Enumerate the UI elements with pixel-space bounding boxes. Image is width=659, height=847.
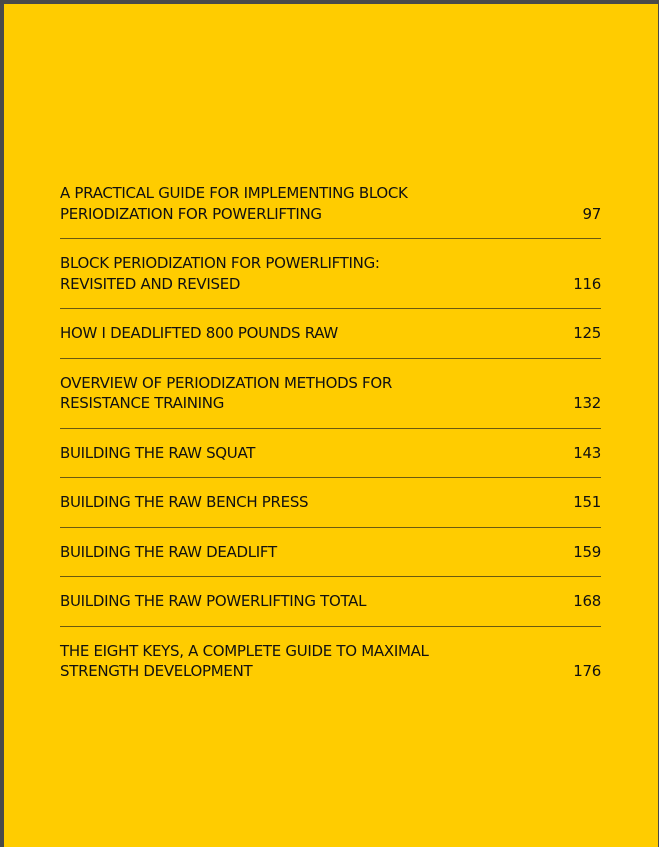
toc-entry[interactable] [60, 182, 601, 239]
toc-entry-page: 132 [573, 394, 601, 412]
toc-entry-page: 125 [573, 324, 601, 342]
toc-entry[interactable] [60, 372, 601, 429]
toc-entry[interactable] [60, 491, 601, 528]
toc-entry-title: OVERVIEW OF PERIODIZATION METHODS FOR RESISTANCE TRAINING [60, 373, 393, 412]
toc-entry-title: BLOCK PERIODIZATION FOR POWERLIFTING: REVISITED AND REVISED [60, 254, 380, 293]
toc-entry-page: 143 [573, 443, 601, 462]
toc-entry[interactable] [60, 442, 601, 479]
toc-entry-page: 168 [573, 592, 601, 610]
table-of-contents [60, 182, 601, 709]
toc-entry-page: 97 [582, 204, 601, 223]
toc-entry[interactable] [60, 590, 601, 627]
toc-entry-title: BUILDING THE RAW DEADLIFT [60, 542, 277, 561]
toc-entry-page: 151 [573, 493, 601, 511]
toc-entry-title: HOW I DEADLIFTED 800 POUNDS RAW [60, 324, 338, 342]
toc-entry-page: 116 [573, 274, 601, 293]
toc-entry-page: 176 [573, 662, 601, 680]
toc-entry[interactable] [60, 541, 601, 578]
toc-entry-title: A PRACTICAL GUIDE FOR IMPLEMENTING BLOCK PERIODIZATION FOR POWERLIFTING [60, 184, 408, 223]
toc-entry-title: THE EIGHT KEYS, A COMPLETE GUIDE TO MAXIMAL STRENGTH DEVELOPMENT [60, 641, 429, 680]
toc-entry[interactable] [60, 640, 601, 696]
toc-entry[interactable] [60, 322, 601, 359]
document-page [4, 4, 658, 847]
toc-entry-title: BUILDING THE RAW SQUAT [60, 443, 256, 462]
toc-entry-title: BUILDING THE RAW BENCH PRESS [60, 493, 309, 511]
toc-entry-page: 159 [573, 542, 601, 561]
toc-entry-title: BUILDING THE RAW POWERLIFTING TOTAL [60, 592, 367, 610]
toc-entry[interactable] [60, 252, 601, 309]
